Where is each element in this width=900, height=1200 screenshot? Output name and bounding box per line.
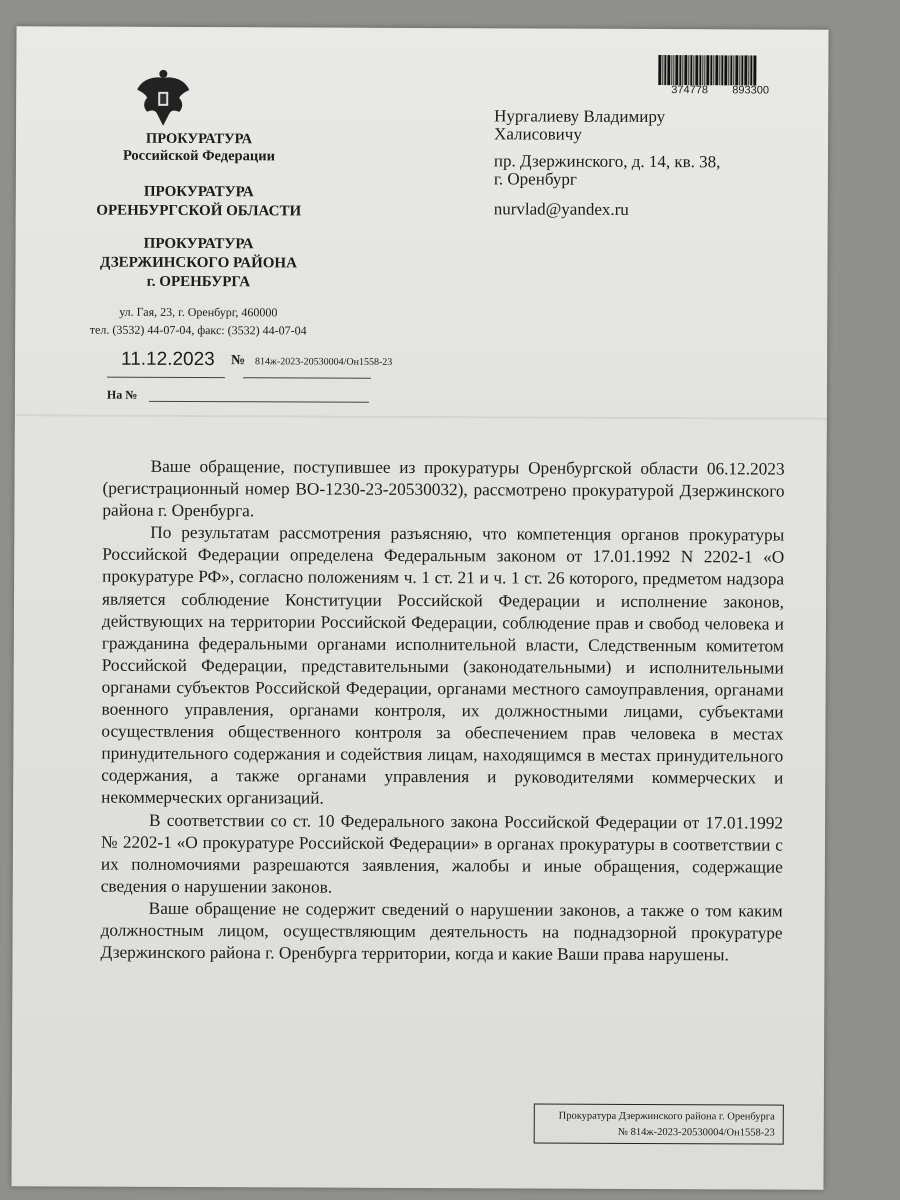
org-regional-title: ПРОКУРАТУРА bbox=[143, 183, 254, 201]
stamp-office: Прокуратура Дзержинского района г. Оренбурга bbox=[558, 1110, 775, 1123]
org-phone: тел. (3532) 44-07-04, факс: (3532) 44-07-04 bbox=[89, 322, 307, 338]
org-address: ул. Гая, 23, г. Оренбург, 460000 bbox=[119, 304, 278, 320]
recipient-name-line2: Халисовичу bbox=[494, 124, 582, 144]
org-district bbox=[75, 234, 321, 292]
recipient-address-line1: пр. Дзержинского, д. 14, кв. 38, bbox=[493, 151, 721, 172]
fold-line bbox=[15, 414, 827, 420]
recipient-address-line2: г. Оренбург bbox=[493, 169, 577, 189]
body-paragraph: Ваше обращение не содержит сведений о нарушении законов, а также о том каким должностным лицом, осуществляющим деятельность на поднадзорной прокуратуре Дзержинского района г. Оренбурга территории, когда и какие Ваши права нарушены. bbox=[100, 898, 783, 965]
reference-underline bbox=[149, 401, 369, 403]
coat-of-arms-emblem bbox=[133, 68, 193, 130]
letter-page bbox=[11, 26, 828, 1190]
barcode-digits-right: 893300 bbox=[732, 84, 770, 97]
letter-date: 11.12.2023 bbox=[121, 348, 215, 371]
number-underline bbox=[243, 377, 371, 379]
recipient-address bbox=[494, 152, 721, 189]
org-district-city: г. ОРЕНБУРГА bbox=[146, 273, 251, 291]
body-paragraph: По результатам рассмотрения разъясняю, что компетенция органов прокуратуры Российской Федерации определена Федеральным законом от 17.01.1992 N 2202-1 «О прокуратуре РФ», согласно положениям ч. 1 ст. 21 и ч. 1 ст. 26 которого, предметом надзора является соблюдение Конституции Российской Федерации и исполнение законов, действующих на территории Российской Федерации, соблюдение прав и свобод человека и гражданина федеральными органами исполнительной власти, Следственным комитетом Российской Федерации, представительными (законодательными) и исполнительными органами субъектов Российской Федерации, органами местного самоуправления, органами военного управления, органами контроля, их должностными лицами, субъектами осуществления общественного контроля за обеспечением прав человека в местах принудительного содержания и содействия лицам, находящимся в местах принудительного содержания, а также органами управления и руководителями коммерческих и некоммерческих организаций. bbox=[101, 523, 785, 808]
letter-body bbox=[100, 456, 784, 967]
stamp-number: № 814ж-2023-20530004/Он1558-23 bbox=[617, 1126, 775, 1139]
number-label: № bbox=[231, 353, 246, 369]
org-district-subtitle: ДЗЕРЖИНСКОГО РАЙОНА bbox=[100, 254, 297, 272]
body-paragraph: В соответствии со ст. 10 Федерального закона Российской Федерации от 17.01.1992 № 2202-1 «О прокуратуре Российской Федерации» в органах прокуратуры в соответствии с их полномочиями разрешаются заявления, жалобы и иные обращения, содержащие сведения о нарушении законов. bbox=[100, 810, 784, 897]
reference-label: На № bbox=[106, 387, 138, 402]
org-federal-title: ПРОКУРАТУРА bbox=[145, 130, 253, 148]
date-underline bbox=[107, 377, 225, 379]
org-regional-subtitle: ОРЕНБУРГСКОЙ ОБЛАСТИ bbox=[96, 202, 302, 220]
barcode bbox=[658, 55, 793, 86]
org-federal bbox=[76, 130, 322, 165]
org-district-title: ПРОКУРАТУРА bbox=[143, 235, 254, 253]
org-regional bbox=[76, 182, 322, 221]
recipient-email: nurvlad@yandex.ru bbox=[493, 199, 629, 219]
letter-number: 814ж-2023-20530004/Он1558-23 bbox=[255, 356, 393, 368]
body-paragraph: Ваше обращение, поступившее из прокуратуры Оренбургской области 06.12.2023 (регистрационный номер ВО-1230-23-20530032), рассмотрено прокуратурой Дзержинского района г. Оренбурга. bbox=[102, 456, 785, 521]
recipient-name-line1: Нургалиеву Владимиру bbox=[494, 106, 666, 127]
registration-stamp bbox=[534, 1104, 784, 1145]
recipient-name bbox=[494, 107, 665, 144]
barcode-digits-left: 374778 bbox=[671, 84, 709, 97]
org-contacts bbox=[73, 302, 323, 339]
org-federal-subtitle: Российской Федерации bbox=[122, 147, 276, 165]
